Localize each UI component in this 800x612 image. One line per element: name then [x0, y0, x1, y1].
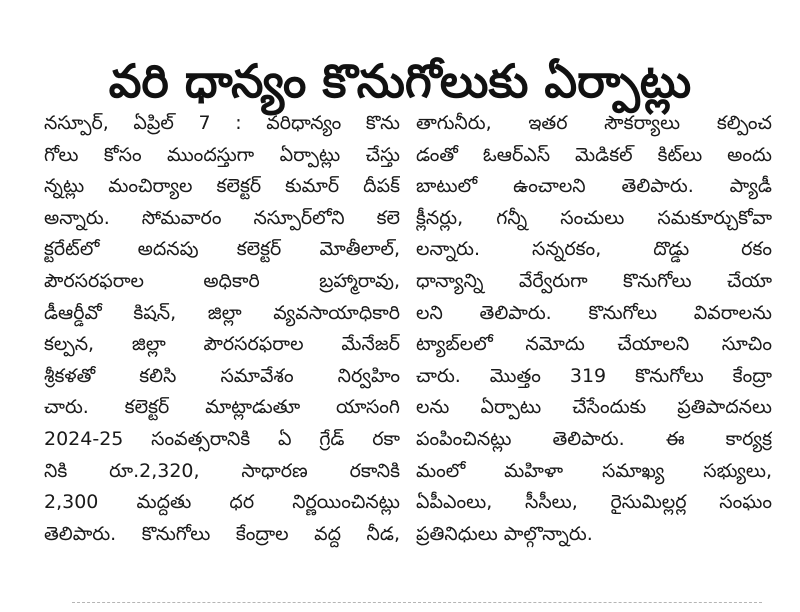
article-column-left [44, 108, 400, 550]
text-line: లని తెలిపారు. కొనుగోలు వివరాలను [416, 301, 772, 324]
text-line: తాగునీరు, ఇతర సౌకర్యాలు కల్పించ [416, 112, 772, 134]
text-line: తెలిపారు. కొనుగోలు కేంద్రాల వద్ద నీడ, [44, 522, 400, 545]
text-line: ప్రతినిధులు పాల్గొన్నారు. [416, 522, 593, 545]
text-line: క్లీనర్లు, గన్నీ సంచులు సమకూర్చుకోవా [416, 206, 772, 229]
text-line: పౌరసరఫరాల అధికారి బ్రహ్మారావు, [44, 269, 400, 292]
text-line: నికి రూ.2,320, సాధారణ రకానికి [44, 459, 400, 482]
text-line: చారు. కలెక్టర్ మాట్లాడుతూ యాసంగి [44, 396, 400, 419]
text-line: 2024-25 సంవత్సరానికి ఏ గ్రేడ్ రకా [44, 427, 400, 450]
text-line: బాటులో ఉంచాలని తెలిపారు. ప్యాడీ [416, 175, 772, 198]
text-line: మంలో మహిళా సమాఖ్య సభ్యులు, [416, 459, 772, 482]
text-line: లన్నారు. సన్నరకం, దొడ్డు రకం [416, 238, 772, 261]
text-line: నస్పూర్, ఏప్రిల్ 7 : వరిధాన్యం కొను [44, 112, 400, 134]
headline: వరి ధాన్యం కొనుగోలుకు ఏర్పాట్లు [108, 53, 692, 108]
text-line: శ్రీకళతో కలిసి సమావేశం నిర్వహిం [44, 364, 400, 387]
text-line: చారు. మొత్తం 319 కొనుగోలు కేంద్రా [416, 364, 772, 387]
text-line: డంతో ఓఆర్ఎస్ మెడికల్ కిట్‌లు అందు [416, 143, 772, 166]
text-line: గోలు కోసం ముందస్తుగా ఏర్పాట్లు చేస్తు [44, 143, 400, 166]
text-line: క్టరేట్‌లో అదనపు కలెక్టర్ మోతీలాల్, [44, 238, 400, 261]
text-line: ట్యాబ్‌లలో నమోదు చేయాలని సూచిం [416, 333, 772, 356]
text-line: కల్పన, జిల్లా పౌరసరఫరాల మేనేజర్ [44, 333, 400, 356]
text-line: ధాన్యాన్ని వేర్వేరుగా కొనుగోలు చేయా [416, 269, 772, 292]
article-column-right [416, 108, 772, 550]
text-line: ఏపీఎంలు, సీసీలు, రైసుమిల్లర్ల సంఘం [416, 491, 772, 514]
text-line: 2,300 మద్దతు ధర నిర్ణయించినట్లు [44, 491, 400, 514]
text-line: న్నట్లు మంచిర్యాల కలెక్టర్ కుమార్ దీపక్ [44, 175, 400, 198]
bottom-divider [72, 602, 762, 603]
text-line: పంపించినట్లు తెలిపారు. ఈ కార్యక్ర [416, 427, 772, 450]
text-line: డీఆర్డీవో కిషన్, జిల్లా వ్యవసాయాధికారి [44, 301, 400, 324]
text-line: లను ఏర్పాటు చేసేందుకు ప్రతిపాదనలు [416, 396, 772, 419]
text-line: అన్నారు. సోమవారం నస్పూర్‌లోని కలె [44, 206, 400, 229]
